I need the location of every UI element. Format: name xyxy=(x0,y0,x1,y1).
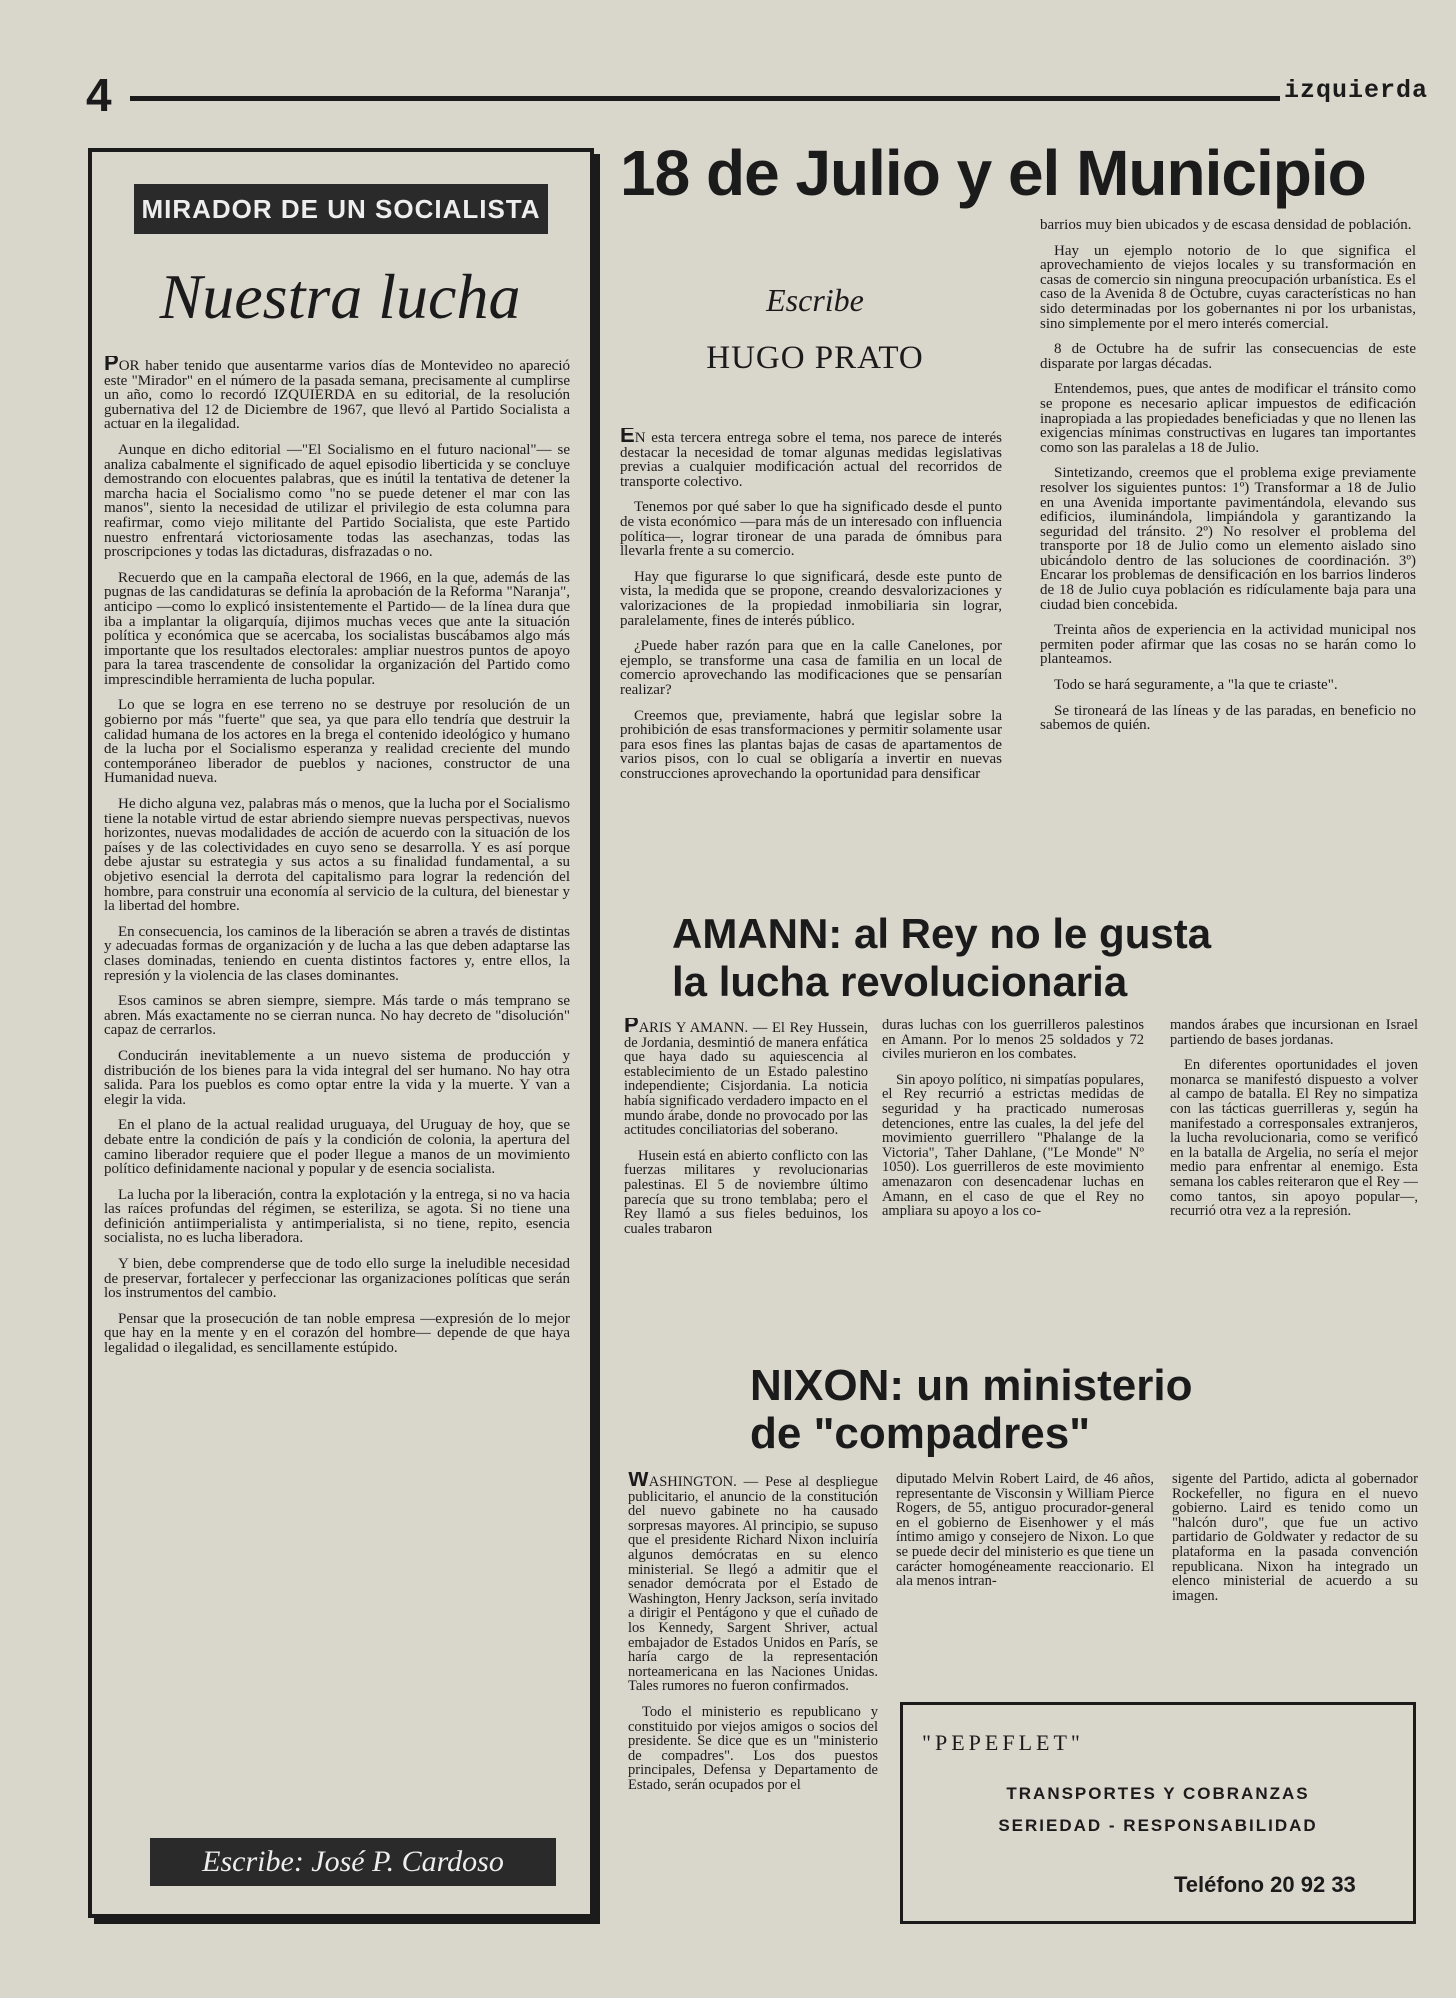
paragraph: He dicho alguna vez, palabras más o menos, que la lucha por el Socialismo tiene la notable virtud de estar abriendo siempre nuevas perspectivas, nuevos horizontes, nuevas modalidades de acción de acuerdo con la situación de los países y de las colectividades en cuyo seno se desarrolla. Y es así porque debe ajustar su estrategia y sus actos a su finalidad fundamental, a su objetivo esencial la derrota del capitalismo para lograr la redención del hombre, para construir una economía al servicio de la cultura, del bienestar y la libertad del hombre. xyxy=(104,796,570,915)
paragraph: Creemos que, previamente, habrá que legislar sobre la prohibición de esas transformaciones y permitir solamente usar para esos fines las plantas bajas de casas de apartamentos de varios pisos, con lo cual se obligaría a invertir en nuevas construcciones aprovechando la oportunidad para densificar xyxy=(620,707,1002,782)
drop-cap: E xyxy=(620,428,635,447)
main-first-paragraph: EN esta tercera entrega sobre el tema, nos parece de interés destacar la necesidad de tomar algunas medidas legislativas previas a cualquier modificación actual del recorridos de transporte colectivo. xyxy=(620,428,1002,489)
left-article-title: Nuestra lucha xyxy=(159,261,521,332)
title-line: NIXON: un ministerio xyxy=(750,1361,1193,1410)
title-line: AMANN: al Rey no le gusta xyxy=(672,910,1212,957)
ad-slogan: SERIEDAD - RESPONSABILIDAD xyxy=(998,1816,1318,1835)
paragraph: mandos árabes que incursionan en Israel partiendo de bases jordanas. xyxy=(1170,1018,1418,1048)
column-kicker: MIRADOR DE UN SOCIALISTA xyxy=(134,184,548,234)
byline-label: Escribe xyxy=(766,282,864,318)
paragraph: sigente del Partido, adicta al gobernador Rockefeller, no figura en el nuevo gobierno. Laird es tenido como un "halcón duro", que fue un activo partidario de Goldwater y redactor de su plataforma en la pasada convención republicana. Nixon ha integrado un elenco ministerial de acuerdo a su imagen. xyxy=(1172,1472,1418,1604)
paragraph: barrios muy bien ubicados y de escasa densidad de población. xyxy=(1040,218,1412,233)
paragraph: Lo que se logra en ese terreno no se destruye por resolución de un gobierno por más "fuerte" que sea, ya que para ello tendría que destruir la calidad humana de los actores en la brega el contenido ideológico y humano de la lucha por el Socialismo esperanza y realidad creciente del mundo contemporáneo liberador de pueblos y naciones, constructor de una Humanidad nueva. xyxy=(104,697,570,787)
paragraph: Sin apoyo político, ni simpatías populares, el Rey recurrió a estrictas medidas de seguridad y ha practicado numerosas detenciones, entre las cuales, la del jefe del movimiento guerrillero "Phalange de la Victoria", Taher Dahlane, ("Le Monde" Nº 1050). Los guerrilleros de este movimiento amenazaron con desencadenar luchas en Amann, en el caso de que el Rey no ampliara su apoyo a los co- xyxy=(882,1071,1144,1220)
amann-article-title xyxy=(672,910,1412,1006)
left-article-body xyxy=(104,356,570,1816)
drop-cap: P xyxy=(104,356,119,375)
title-line: la lucha revolucionaria xyxy=(672,958,1128,1005)
paragraph: Tenemos por qué saber lo que ha significado desde el punto de vista económico —para más de un interesado con influencia política—, lograr tironear de una parada de ómnibus para llevarla frente a su comercio. xyxy=(620,499,1002,560)
paragraph: Recuerdo que en la campaña electoral de 1966, en la que, además de las pugnas de las candidaturas se definía la aprobación de la Reforma "Naranja", anticipo —como lo explicó insistentemente el Partido— de la línea dura que iba a implantar la oligarquía, dijimos muchas veces que ante la situación política y económica que se acercaba, los socialistas buscábamos algo más importante que los resultados electorales: ampliar nuestros puntos de apoyo para la tarea trascendente de consolidar la organización del Partido como imprescindible herramienta de lucha popular. xyxy=(104,569,570,688)
paragraph: Todo se hará seguramente, a "la que te criaste". xyxy=(1054,677,1338,694)
nixon-first-paragraph: WASHINGTON. — Pese al despliegue publicitario, el anuncio de la constitución del nuevo gabinete no ha causado sorpresas mayores. Al principio, se supuso que el presidente Richard Nixon incluiría algunos demócratas en su elenco ministerial. Se llegó a admitir que el senador demócrata por el Estado de Washington, Henry Jackson, sería invitado a dirigir el Pentágono y que el cuñado de los Kennedy, Sargent Shriver, actual embajador de Estados Unidos en París, se haría cargo de la representación norteamericana en las Naciones Unidas. Tales rumores no fueron confirmados. xyxy=(628,1472,878,1694)
ad-services: TRANSPORTES Y COBRANZAS xyxy=(1006,1784,1310,1803)
section-name: izquierda xyxy=(1284,76,1429,105)
paragraph: Hay un ejemplo notorio de lo que significa el aprovechamiento de viejos locales y su transformación en casas de comercio sin ninguna preocupación urbanística. Es el caso de la Avenida 8 de Octubre, cuyas características no han sido determinadas por los gobernantes ni por los urbanistas, sino simplemente por el mero interés comercial. xyxy=(1040,242,1416,332)
amann-column-2 xyxy=(882,1018,1144,1318)
paragraph: En diferentes oportunidades el joven monarca se manifestó dispuesto a volver al campo de batalla. El Rey no simpatiza con las tácticas guerrilleras y, según ha manifestado a corresponsales extranjeros, la lucha revolucionaria, como se verificó en la batalla de Argelia, no sería el mejor medio para enfrentar al enemigo. Esta semana los cables reiteraron que el Rey —como tantos, sin apoyo popular—, recurrió otra vez a la represión. xyxy=(1170,1057,1418,1220)
amann-column-1 xyxy=(624,1018,868,1318)
amann-first-paragraph: PARIS Y AMANN. — El Rey Hussein, de Jordania, desmintió de manera enfática que haya dado su aquiescencia al establecimiento de un Estado palestino independiente; Cisjordania. La noticia había significado verdadero impacto en el mundo árabe, donde no provocado por las actitudes conciliatorias del soberano. xyxy=(624,1018,868,1138)
paragraph: Sintetizando, creemos que el problema exige previamente resolver los siguientes puntos: 1º) Transformar a 18 de Julio en una Avenida importante pavimentándola, elevando sus edificios, iluminándola, limpiándola y garantizando la seguridad del tránsito. 2º) No resolver el problema del transporte por 18 de Julio como un elemento aislado sino ubicándolo dentro de las soluciones de coordinación. 3º) Encarar los problemas de densificación en los barrios linderos de 18 de Julio cuya población es ridículamente baja para una ciudad bien concebida. xyxy=(1040,465,1416,613)
paragraph: Hay que figurarse lo que significará, desde este punto de vista, la medida que se propone, creando desvalorizaciones y valorizaciones de la propiedad inmobiliaria sin lograr, paralelamente, fines de interés público. xyxy=(620,568,1002,629)
paragraph: Husein está en abierto conflicto con las fuerzas militares y revolucionarias palestinas. El 5 de noviembre último parecía que su trono temblaba; pero el Rey llamó a sus fieles beduinos, los cuales trabaron xyxy=(624,1147,868,1237)
ad-phone xyxy=(1174,1872,1356,1898)
main-article-column-2 xyxy=(1040,218,1416,878)
nixon-column-2 xyxy=(896,1472,1154,1682)
main-article-column-1 xyxy=(620,428,1002,876)
paragraph: Todo el ministerio es republicano y constituido por viejos amigos o socios del presidente. Se dice que es un "ministerio de compadres". Los dos puestos principales, Defensa y Departamento de Estado, serán ocupados por el xyxy=(628,1703,878,1793)
phone-label: Teléfono xyxy=(1174,1872,1265,1897)
advertiser-name: "PEPEFLET" xyxy=(922,1730,1084,1755)
drop-cap: W xyxy=(628,1472,649,1491)
header-rule xyxy=(130,96,1280,101)
title-line: de "compadres" xyxy=(750,1409,1091,1458)
paragraph: Esos caminos se abren siempre, siempre. Más tarde o más temprano se abren. Más exactamente no se cierran nunca. No hay decreto de "disolución" capaz de cerrarlos. xyxy=(104,993,570,1039)
paragraph: Y bien, debe comprenderse que de todo ello surge la ineludible necesidad de preservar, fortalecer y perfeccionar las organizaciones políticas que serán los instrumentos del cambio. xyxy=(104,1256,570,1302)
amann-column-3 xyxy=(1170,1018,1418,1318)
paragraph: Entendemos, pues, que antes de modificar el tránsito como se propone es necesario aplicar impuestos de edificación inapropiada a las propiedades beneficiadas y que no llenen las exigencias mínimas constructivas en lugares tan importantes como son las paralelas a 18 de Julio. xyxy=(1040,381,1416,456)
paragraph: En consecuencia, los caminos de la liberación se abren a través de distintas y adecuadas formas de organización y de lucha a las que deben adaptarse las clases dominadas, teniendo en cuenta distintos factores y, entre ellos, la represión y la violencia de las clases dominantes. xyxy=(104,923,570,984)
paragraph: La lucha por la liberación, contra la explotación y la entrega, si no va hacia las raíces profundas del régimen, se esteriliza, se agota. Si no tiene una definición antiimperialista y antimperialista, si no tiene, repito, esencia socialista, no es lucha liberadora. xyxy=(104,1186,570,1247)
left-first-paragraph: POR haber tenido que ausentarme varios días de Montevideo no apareció este "Mirador" en el número de la pasada semana, precisamente al cumplirse un año, como lo recordó IZQUIERDA en su editorial, de la resolución gubernativa del 12 de Diciembre de 1967, que llevó al Partido Socialista a actuar en la ilegalidad. xyxy=(104,356,570,432)
byline-author: HUGO PRATO xyxy=(706,340,924,376)
paragraph: Se tironeará de las líneas y de las paradas, en beneficio no sabemos de quién. xyxy=(1040,702,1416,734)
paragraph: Conducirán inevitablemente a un nuevo sistema de producción y distribución de los bienes para la vida integral del ser humano. No hay otra salida. Para los pueblos es como optar entre la vida y la muerte. Y van a elegir la vida. xyxy=(104,1047,570,1108)
page-number: 4 xyxy=(86,69,112,121)
paragraph: Pensar que la prosecución de tan noble empresa —expresión de lo mejor que hay en la mente y en el corazón del hombre— depende de que haya legalidad o ilegalidad, es sencillamente estúpido. xyxy=(104,1310,570,1357)
nixon-article-title xyxy=(750,1362,1410,1458)
nixon-column-1 xyxy=(628,1472,878,1932)
paragraph: ¿Puede haber razón para que en la calle Canelones, por ejemplo, se transforme una casa de familia en un local de comercio aprovechando las modificaciones que se pensarían realizar? xyxy=(620,638,1002,698)
nixon-column-3 xyxy=(1172,1472,1418,1682)
drop-cap: P xyxy=(624,1018,639,1037)
left-byline: Escribe: José P. Cardoso xyxy=(150,1838,556,1886)
main-article-title: 18 de Julio y el Municipio xyxy=(620,137,1366,209)
paragraph: Aunque en dicho editorial —"El Socialismo en el futuro nacional"— se analiza cabalmente el significado de aquel episodio liberticida y se concluye demostrando con elocuentes palabras, que es inútil la tentativa de detener la marcha hacia el Socialismo como "no se puede detener el mar con las manos", siento la necesidad de utilizar el privilegio de esta columna para reafirmar, como viejo militante del Partido Socialista, que este Partido nuestro enfrentará victoriosamente todas las asechanzas, todas las proscripciones y todas las dictaduras, disfrazadas o no. xyxy=(104,441,570,561)
paragraph: duras luchas con los guerrilleros palestinos en Amann. Por lo menos 25 soldados y 72 civiles murieron en los combates. xyxy=(882,1018,1144,1063)
paragraph: 8 de Octubre ha de sufrir las consecuencias de este disparate por largas décadas. xyxy=(1040,341,1416,372)
paragraph: Treinta años de experiencia en la actividad municipal nos permiten poder afirmar que las cosas no se harán como lo planteamos. xyxy=(1040,622,1416,668)
phone-number: 20 92 33 xyxy=(1270,1872,1356,1897)
paragraph: En el plano de la actual realidad uruguaya, del Uruguay de hoy, que se debate entre la condición de país y la condición de colonia, la apertura del camino liberador requiere que el poder llegue a manos de un movimiento político definidamente nacional y popular y de esencia socialista. xyxy=(104,1117,570,1178)
paragraph: diputado Melvin Robert Laird, de 46 años, representante de Visconsin y William Pierce Rogers, de 55, antiguo procurador-general en el gobierno de Eisenhower y el más íntimo amigo y consejero de Nixon. Lo que se puede decir del ministerio es que tiene un carácter homogéneamente reaccionario. El ala menos intran- xyxy=(896,1472,1154,1590)
